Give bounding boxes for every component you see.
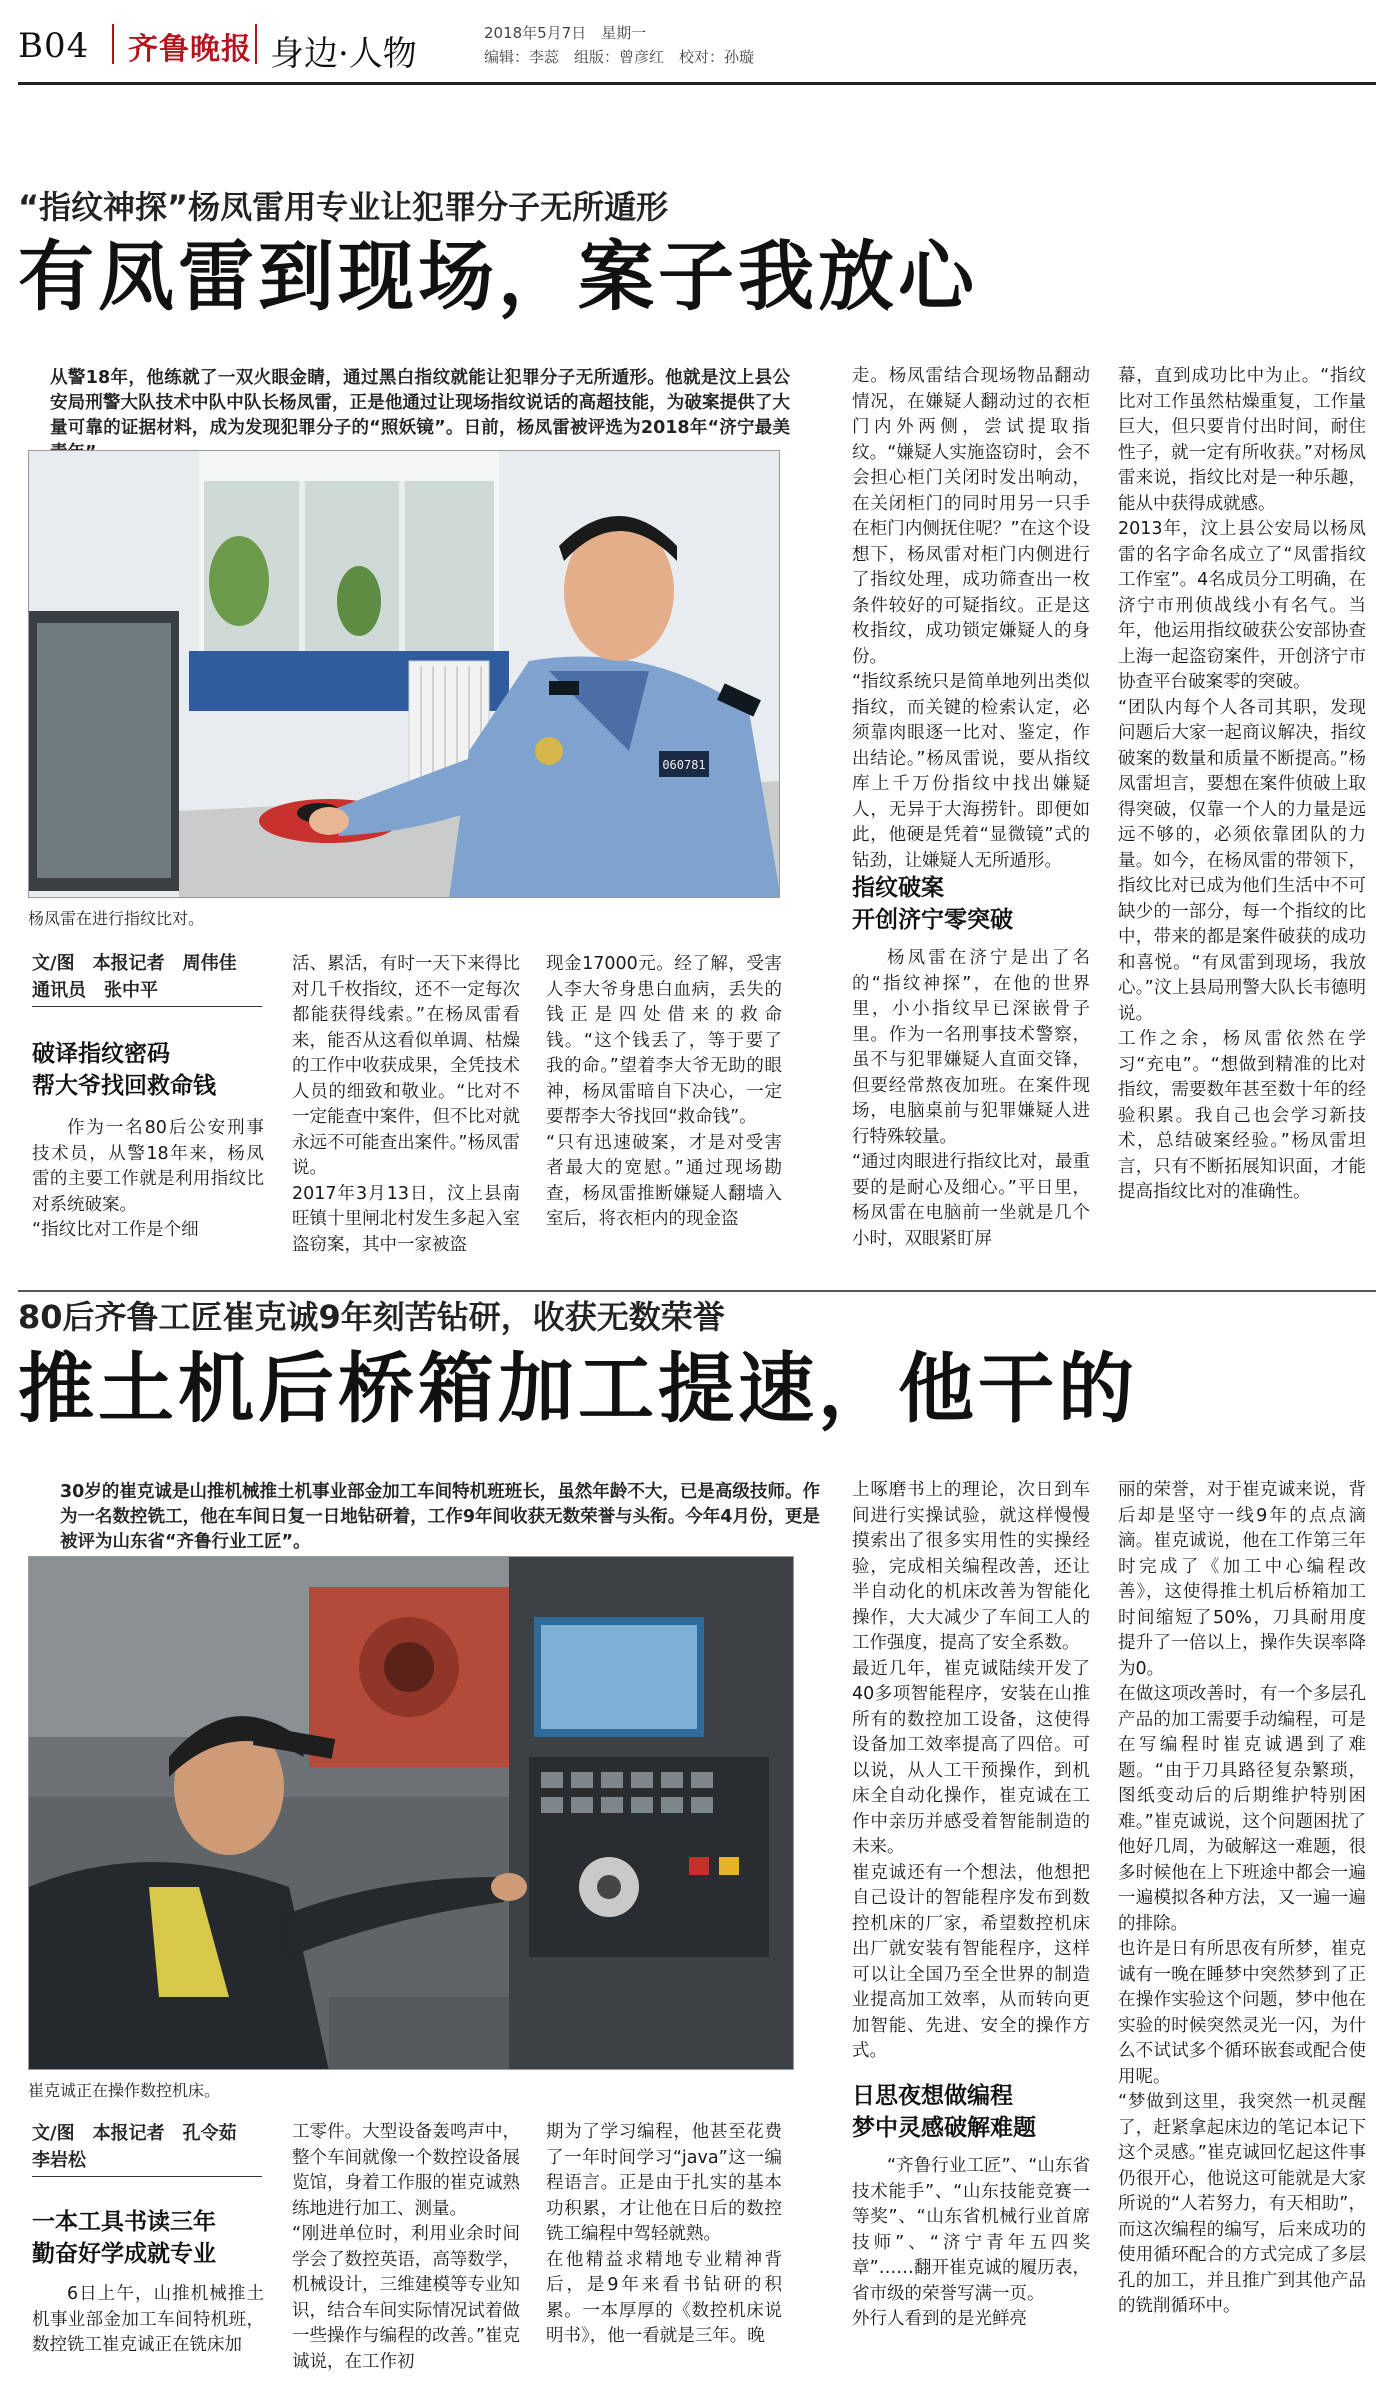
article1-subhead1: 破译指纹密码 帮大爷找回救命钱 [32, 1041, 216, 1099]
article2-col4b: “齐鲁行业工匠”、“山东省技术能手”、“山东技能竞赛一等奖”、“山东省机械行业首席技师”、“济宁青年五四奖章”……翻开崔克诚的履历表，省市级的荣誉写满一页。 外行人看到的是光鲜亮 [852, 2156, 1090, 2329]
article1-subhead2: 指纹破案 开创济宁零突破 [852, 875, 1013, 933]
article2-byline: 文/图 本报记者 孔令茹 李岩松 [32, 2123, 237, 2171]
byline-rule [32, 1006, 262, 1007]
article2-col1: 6日上午，山推机械推土机事业部金加工车间特机班，数控铣工崔克诚正在铣床加 [32, 2284, 264, 2355]
article2-lead: 30岁的崔克诚是山推机械推土机事业部金加工车间特机班班长，虽然年龄不大，已是高级技师。作为一名数控铣工，他在车间日复一日地钻研着，工作9年间收获无数荣誉与头衔。今年4月份，更是被评为山东省“齐鲁行业工匠”。 [60, 1482, 820, 1552]
article2-photo-caption: 崔克诚正在操作数控机床。 [28, 2081, 221, 2100]
article1-kicker: “指纹神探”杨凤雷用专业让犯罪分子无所遁形 [18, 188, 669, 226]
article2-subhead2: 日思夜想做编程 梦中灵感破解难题 [852, 2083, 1036, 2141]
article1-headline: 有凤雷到现场，案子我放心 [18, 232, 978, 321]
officer-at-computer-illustration [29, 451, 780, 898]
article2-subhead1: 一本工具书读三年 勤奋好学成就专业 [32, 2209, 216, 2267]
masthead-separator [255, 24, 257, 64]
issue-date: 2018年5月7日 星期一 [484, 24, 647, 42]
article1-photo [28, 450, 780, 898]
article1-col4b: 杨凤雷在济宁是出了名的“指纹神探”，在他的世界里，小小指纹早已深嵌骨子里。作为一名刑事技术警察，虽不与犯罪嫌疑人直面交锋，但要经常熬夜加班。在案件现场，电脑桌前与犯罪嫌疑人进行特殊较量。 “通过肉眼进行指纹比对，最重要的是耐心及细心。”平日里，杨凤雷在电脑前一坐就是几个小时，双眼紧盯屏 [852, 948, 1090, 1249]
section-title: 身边·人物 [270, 34, 417, 74]
article2-col5: 丽的荣誉，对于崔克诚来说，背后却是坚守一线9年的点点滴滴。崔克诚说，他在工作第三年时完成了《加工中心编程改善》，这使得推土机后桥箱加工时间缩短了50%，刀具耐用度提升了一倍以上，操作失误率降为0。 在做这项改善时，有一个多层孔产品的加工需要手动编程，可是在写编程时崔克诚遇到了难题。“由于刀具路径复杂繁琐，图纸变动后的后期维护特别困难。”崔克诚说，这个问题困扰了他好几周，为破解这一难题，很多时候他在上下班途中都会一遍一遍模拟各种方法，又一遍一遍的排除。 也许是日有所思夜有所梦，崔克诚有一晚在睡梦中突然梦到了正在操作实验这个问题，梦中他在实验的时候突然灵光一闪，为什么不试试多个循环嵌套或配合使用呢。 “梦做到这里，我突然一机灵醒了，赶紧拿起床边的笔记本记下这个灵感。”崔克诚回忆起这件事仍很开心，他说这可能就是大家所说的“人若努力，有天相助”，而这次编程的编写，后来成功的使用循环配合的方式完成了多层孔的加工，并且推广到其他产品的铣削循环中。 [1118, 1480, 1366, 2316]
article1-col2: 活、累活，有时一天下来得比对几千枚指纹，还不一定每次都能获得线索。”在杨凤雷看来，能否从这看似单调、枯燥的工作中收获成果，全凭技术人员的细致和敬业。“比对不一定能查中案件，但不比对就永远不可能查出案件。”杨凤雷说。 2017年3月13日，汶上县南旺镇十里闸北村发生多起入室盗窃案，其中一家被盗 [292, 954, 520, 1255]
masthead-rule [18, 82, 1376, 85]
article1-col4: 走。杨凤雷结合现场物品翻动情况，在嫌疑人翻动过的衣柜门内外两侧，尝试提取指纹。“嫌疑人实施盗窃时，会不会担心柜门关闭时发出响动，在关闭柜门的同时用另一只手在柜门内侧抚住呢？”在这个设想下，杨凤雷对柜门内侧进行了指纹处理，成功筛查出一枚条件较好的可疑指纹。正是这枚指纹，成功锁定嫌疑人的身份。 “指纹系统只是简单地列出类似指纹，而关键的检索认定，必须靠肉眼逐一比对、鉴定，作出结论。”杨凤雷说，要从指纹库上千万份指纹中找出嫌疑人，无异于大海捞针。即便如此，他硬是凭着“显微镜”式的钻劲，让嫌疑人无所遁形。 [852, 366, 1090, 870]
article1-col1: 作为一名80后公安刑事技术员，从警18年来，杨凤雷的主要工作就是利用指纹比对系统破案。 “指纹比对工作是个细 [32, 1118, 264, 1240]
newspaper-name: 齐鲁晚报 [128, 32, 252, 67]
masthead-separator [112, 24, 114, 64]
staff-credits: 编辑：李蕊 组版：曾彦红 校对：孙璇 [484, 48, 755, 66]
article2-headline: 推土机后桥箱加工提速，他干的 [18, 1344, 1138, 1433]
article1-col5: 幕，直到成功比中为止。“指纹比对工作虽然枯燥重复，工作量巨大，但只要肯付出时间，耐住性子，就一定有所收获。”对杨凤雷来说，指纹比对是一种乐趣，能从中获得成就感。 2013年，汶上县公安局以杨凤雷的名字命名成立了“凤雷指纹工作室”。4名成员分工明确，在济宁市刑侦战线小有名气。当年，他运用指纹破获公安部协查上海一起盗窃案件，开创济宁市协查平台破案零的突破。 “团队内每个人各司其职，发现问题后大家一起商议解决，指纹破案的数量和质量不断提高。”杨凤雷坦言，要想在案件侦破上取得突破，仅靠一个人的力量是远远不够的，必须依靠团队的力量。如今，在杨凤雷的带领下，指纹比对已成为他们生活中不可缺少的一部分，每一个指纹的比中，带来的都是案件破获的成功和喜悦。“有凤雷到现场，我放心。”汶上县局刑警大队长韦德明说。 工作之余，杨凤雷依然在学习“充电”。“想做到精准的比对指纹，需要数年甚至数十年的经验积累。我自己也会学习新技术，总结破案经验。”杨凤雷坦言，只有不断拓展知识面，才能提高指纹比对的准确性。 [1118, 366, 1366, 1202]
article1-byline: 文/图 本报记者 周伟佳 通讯员 张中平 [32, 953, 237, 1001]
article1-lead: 从警18年，他练就了一双火眼金睛，通过黑白指纹就能让犯罪分子无所遁形。他就是汶上县公安局刑警大队技术中队中队长杨凤雷，正是他通过让现场指纹说话的高超技能，为破案提供了大量可靠的证据材料，成为发现犯罪分子的“照妖镜”。日前，杨凤雷被评选为2018年“济宁最美 [50, 368, 790, 438]
byline-rule [32, 2176, 262, 2177]
machinist-at-cnc-illustration [29, 1557, 794, 2070]
article2-kicker: 80后齐鲁工匠崔克诚9年刻苦钻研，收获无数荣誉 [18, 1298, 725, 1336]
article1-photo-caption: 杨凤雷在进行指纹比对。 [28, 909, 205, 928]
article1-col3: 现金17000元。经了解，受害人李大爷身患白血病，丢失的钱正是四处借来的救命钱。“这个钱丢了，等于要了我的命。”望着李大爷无助的眼神，杨凤雷暗自下决心，一定要帮李大爷找回“救命钱”。 “只有迅速破案，才是对受害者最大的宽慰。”通过现场勘查，杨凤雷推断嫌疑人翻墙入室后，将衣柜内的现金盗 [546, 954, 782, 1229]
article2-col2: 工零件。大型设备轰鸣声中，整个车间就像一个数控设备展览馆，身着工作服的崔克诚熟练地进行加工、测量。 “刚进单位时，利用业余时间学会了数控英语，高等数学，机械设计，三维建模等专业知识，结合车间实际情况试着做一些操作与编程的改善。”崔克诚说，在工作初 [292, 2122, 520, 2372]
police-badge-number: 060781 [662, 758, 706, 772]
article2-photo [28, 1556, 794, 2070]
article2-col3: 期为了学习编程，他甚至花费了一年时间学习“java”这一编程语言。正是由于扎实的基本功积累，才让他在日后的数控铣工编程中驾轻就熟。 在他精益求精地专业精神背后，是9年来看书钻研的积累。一本厚厚的《数控机床说明书》，他一看就是三年。晚 [546, 2122, 782, 2346]
article2-col4: 上啄磨书上的理论，次日到车间进行实操试验，就这样慢慢摸索出了很多实用性的实操经验，完成相关编程改善，还让半自动化的机床改善为智能化操作，大大减少了车间工人的工作强度，提高了安全系数。 最近几年，崔克诚陆续开发了40多项智能程序，安装在山推所有的数控加工设备，这使得设备加工效率提高了四倍。可以说，从人工干预操作，到机床全自动化操作，崔克诚在工作中亲历并感受着智能制造的未来。 崔克诚还有一个想法，他想把自己设计的智能程序发布到数控机床的厂家，希望数控机床出厂就安装有智能程序，这样可以让全国乃至全世界的制造业提高加工效率，从而转向更加智能、先进、安全的操作方式。 [852, 1480, 1090, 2060]
page-number: B04 [18, 26, 90, 66]
